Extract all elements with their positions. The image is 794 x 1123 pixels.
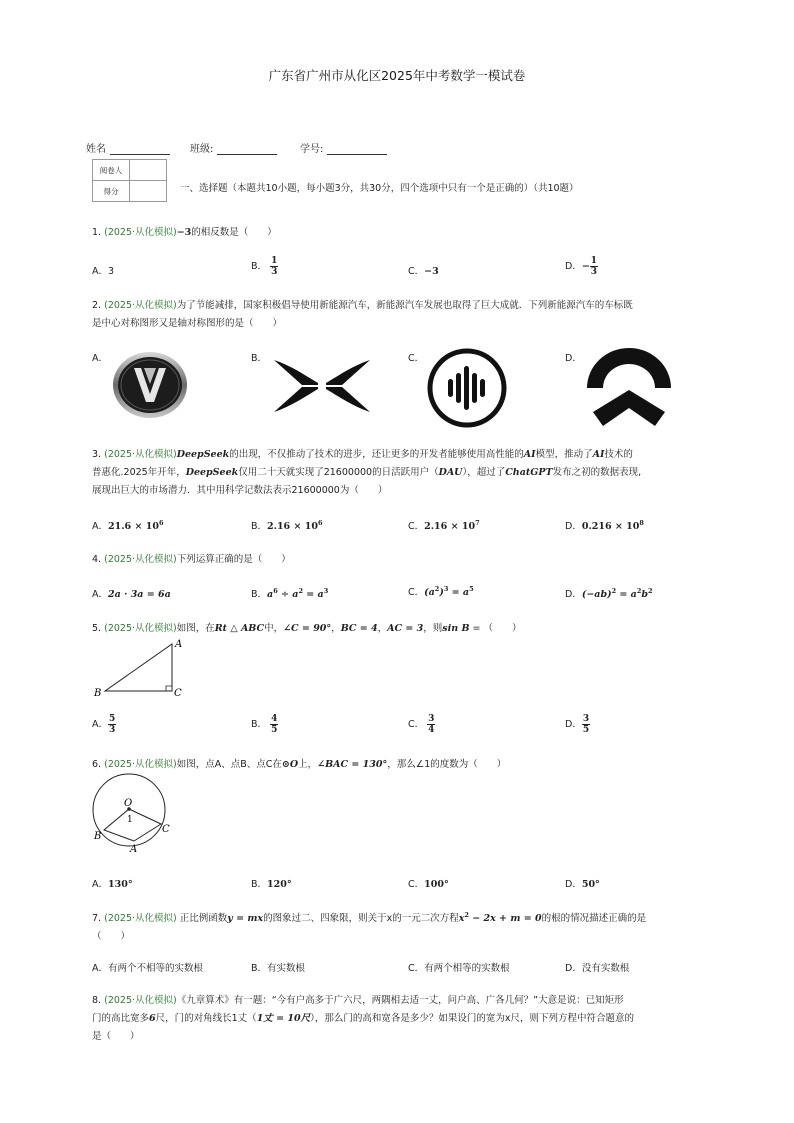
q1-option-d[interactable]: D．− $\frac{1}{3}$ bbox=[565, 256, 598, 277]
id-blank[interactable] bbox=[327, 143, 387, 155]
q2-option-d-label[interactable]: D． bbox=[565, 353, 582, 364]
q4-option-d[interactable]: D．$(-ab)^2 = a^2b^2$ bbox=[565, 586, 653, 600]
q7-option-c[interactable]: C．有两个相等的实数根 bbox=[408, 963, 510, 974]
q4-option-b[interactable]: B．$a^6 \div a^2 = a^3$ bbox=[251, 586, 329, 600]
vertex-a-label: A bbox=[175, 639, 183, 650]
point-b-label: B bbox=[94, 831, 102, 842]
q5-option-c[interactable]: C． $\frac{3}{4}$ bbox=[408, 714, 435, 735]
question-6: 6. (2025·从化模拟)如图，点A、点B、点C在⊙O上，∠BAC = 130°，那么∠1的度数为（ ） bbox=[92, 759, 507, 770]
q3-option-a[interactable]: A．$21.6 \times 10^6$ bbox=[92, 518, 164, 532]
name-label: 姓名 bbox=[86, 144, 106, 155]
point-a-label: A bbox=[130, 844, 138, 855]
id-field bbox=[300, 140, 387, 155]
grader-cell[interactable] bbox=[130, 160, 167, 181]
vertex-c-label: C bbox=[174, 688, 182, 699]
q1-option-b[interactable]: B． $\frac{1}{3}$ bbox=[251, 256, 278, 277]
circle-bars-logo-icon[interactable] bbox=[425, 346, 509, 430]
question-2: 2. (2025·从化模拟)为了节能减排，国家积极倡导使用新能源汽车，新能源汽车发展也取得了巨大成就．下列新能源汽车的车标既 是中心对称图形又是轴对称图形的是（ ） bbox=[92, 300, 633, 329]
q7-option-b[interactable]: B．有实数根 bbox=[251, 963, 306, 974]
score-box bbox=[92, 159, 167, 202]
question-8: 8. (2025·从化模拟)《九章算术》有一题：“今有户高多于广六尺，两隅相去适一丈，问户高、广各几何？”大意是说：已知矩形 门的高比宽多6尺，门的对角线长1丈（1丈 = 10尺），那么门的高和宽各是多少？如果设门的宽为x尺，则下列方程中符合题意的 是（ ） bbox=[92, 995, 634, 1042]
section-heading: 一、选择题（本题共10小题，每小题3分，共30分，四个选项中只有一个是正确的）（共10题） bbox=[180, 183, 579, 194]
q1-option-a[interactable]: A．3 bbox=[92, 266, 115, 277]
q5-option-a[interactable]: A． $\frac{5}{3}$ bbox=[92, 714, 116, 735]
triangle-figure bbox=[92, 636, 192, 700]
q6-option-d[interactable]: D．50° bbox=[565, 879, 600, 890]
q4-option-a[interactable]: A．2a · 3a = 6a bbox=[92, 589, 171, 600]
score-label: 得分 bbox=[93, 181, 130, 202]
page-title: 广东省广州市从化区2025年中考数学一模试卷 bbox=[268, 68, 526, 83]
question-4: 4. (2025·从化模拟)下列运算正确的是（ ） bbox=[92, 554, 291, 565]
q2-option-b-label[interactable]: B． bbox=[251, 353, 268, 364]
question-3: 3. (2025·从化模拟)DeepSeek的出现，不仅推动了技术的进步，还让更多的开发者能够使用高性能的AI模型，推动了AI技术的 普惠化.2025年开年，DeepSeek仅用二十天就实现了21600000的日活跃用户（DAU），超过了ChatGPT发布之初的数据表现, 展现出巨大的市场潜力．其中用科学记数法表示21600000为（ ） bbox=[92, 449, 642, 496]
q3-option-b[interactable]: B．$2.16 \times 10^6$ bbox=[251, 518, 323, 532]
vertex-b-label: B bbox=[94, 688, 102, 699]
question-5: 5. (2025·从化模拟)如图，在Rt △ ABC中，∠C = 90°，BC = 4，AC = 3，则sin B = （ ） bbox=[92, 623, 522, 634]
name-blank[interactable] bbox=[110, 143, 170, 155]
grader-label: 阅卷人 bbox=[93, 160, 130, 181]
center-o-label: O bbox=[124, 798, 133, 809]
q4-option-c[interactable]: C．$(a^2)^3 = a^5$ bbox=[408, 584, 474, 598]
circle-figure bbox=[90, 772, 174, 856]
nio-logo-icon[interactable] bbox=[583, 346, 675, 428]
q1-option-c[interactable]: C．−3 bbox=[408, 266, 439, 277]
q3-option-c[interactable]: C．$2.16 \times 10^7$ bbox=[408, 518, 480, 532]
changan-logo-icon[interactable] bbox=[110, 350, 190, 420]
q2-option-c-label[interactable]: C． bbox=[408, 353, 425, 364]
class-field bbox=[190, 140, 277, 155]
q2-option-a-label[interactable]: A． bbox=[92, 353, 108, 364]
source-tag: (2025·从化模拟) bbox=[104, 227, 177, 238]
q7-option-d[interactable]: D．没有实数根 bbox=[565, 963, 630, 974]
id-label: 学号: bbox=[300, 144, 324, 155]
q5-option-b[interactable]: B． $\frac{4}{5}$ bbox=[251, 714, 278, 735]
question-7: 7. (2025·从化模拟) 正比例函数y = mx的图象过二、四象限，则关于x的一元二次方程$x^2 - 2x + m = 0$的根的情况描述正确的是 （ ） bbox=[92, 911, 647, 943]
x-shape-logo-icon[interactable] bbox=[272, 356, 372, 416]
q7-option-a[interactable]: A．有两个不相等的实数根 bbox=[92, 963, 204, 974]
q5-option-d[interactable]: D． $\frac{3}{5}$ bbox=[565, 714, 590, 735]
class-blank[interactable] bbox=[217, 143, 277, 155]
q6-option-a[interactable]: A．130° bbox=[92, 879, 133, 890]
score-cell[interactable] bbox=[130, 181, 167, 202]
class-label: 班级: bbox=[190, 144, 214, 155]
q6-option-c[interactable]: C．100° bbox=[408, 879, 449, 890]
point-c-label: C bbox=[162, 824, 170, 835]
q3-option-d[interactable]: D．$0.216 \times 10^8$ bbox=[565, 518, 644, 532]
name-field bbox=[86, 140, 170, 155]
q6-option-b[interactable]: B．120° bbox=[251, 879, 292, 890]
angle-1-label: 1 bbox=[127, 815, 133, 825]
question-1: 1. (2025·从化模拟)−3的相反数是（ ） bbox=[92, 227, 277, 238]
